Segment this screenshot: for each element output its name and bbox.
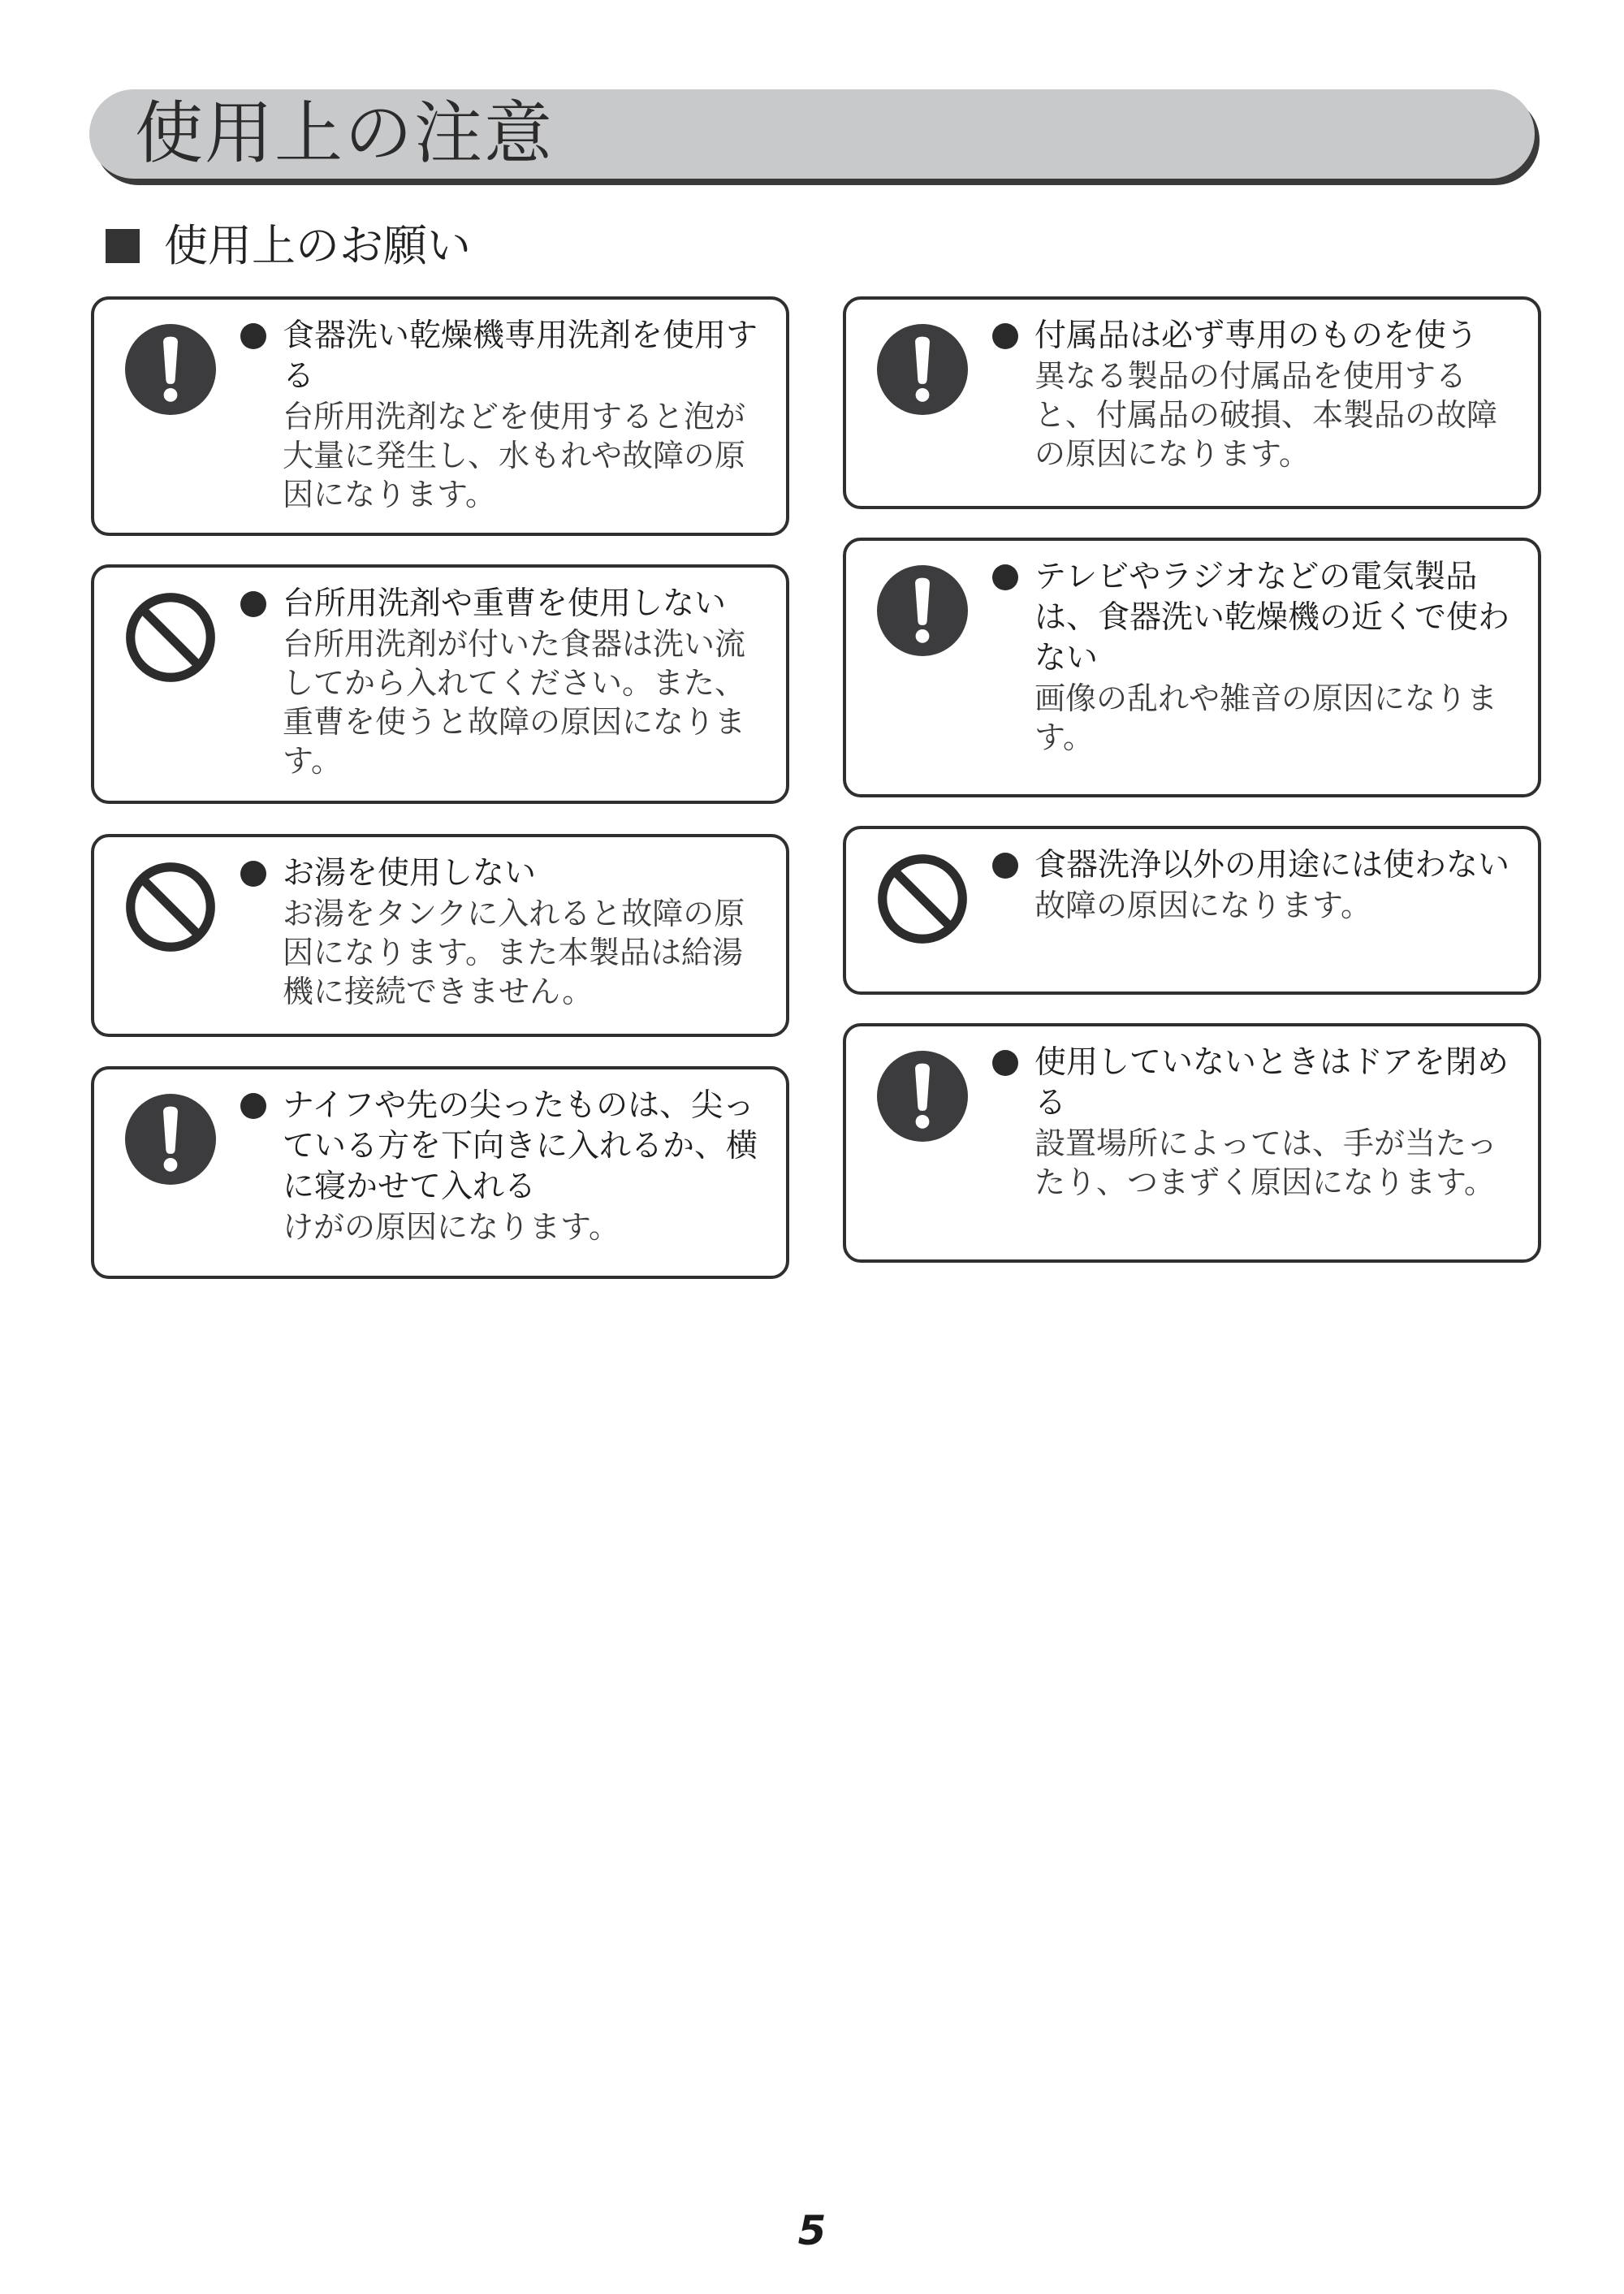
notice-heading: 使用していないときはドアを閉める (992, 1043, 1514, 1124)
notice-card-8 (843, 1023, 1541, 1263)
notice-description: 台所用洗剤などを使用すると泡が大量に発生し、水もれや故障の原因になります。 (283, 399, 746, 512)
notice-description: 画像の乱れや雑音の原因になります。 (1034, 680, 1498, 755)
page-title: 使用上の注意 (135, 93, 555, 173)
notice-card-6 (843, 538, 1541, 797)
notice-description: 異なる製品の付属品を使用すると、付属品の破損、本製品の故障の原因になります。 (1034, 358, 1498, 472)
notice-card-5 (843, 296, 1541, 509)
notice-heading: お湯を使用しない (240, 853, 762, 894)
notice-card-7 (843, 826, 1541, 995)
notice-card-3 (91, 834, 789, 1037)
prohibited-icon (877, 853, 968, 944)
exclamation-icon (877, 565, 968, 656)
notice-heading: 食器洗浄以外の用途には使わない (992, 845, 1514, 886)
prohibited-icon (125, 862, 216, 953)
notice-card-2 (91, 564, 789, 804)
notice-heading: 台所用洗剤や重曹を使用しない (240, 584, 762, 624)
notice-heading: テレビやラジオなどの電気製品は、食器洗い乾燥機の近くで使わない (992, 557, 1514, 679)
notice-heading: 食器洗い乾燥機専用洗剤を使用する (240, 316, 762, 397)
notice-description: 台所用洗剤が付いた食器は洗い流してから入れてください。また、重曹を使うと故障の原因になります。 (283, 626, 746, 779)
section-heading-text: 使用上のお願い (164, 220, 471, 271)
square-bullet-icon (106, 229, 140, 263)
notice-card-1 (91, 296, 789, 536)
section-heading (106, 218, 471, 274)
page-number: 5 (797, 2207, 827, 2254)
page-title-bar (89, 89, 1535, 179)
notice-card-4 (91, 1066, 789, 1279)
notice-description: 設置場所によっては、手が当たったり、つまずく原因になります。 (1034, 1125, 1498, 1200)
exclamation-icon (125, 324, 216, 415)
exclamation-icon (125, 1094, 216, 1185)
notice-description: 故障の原因になります。 (1034, 888, 1371, 923)
exclamation-icon (877, 1051, 968, 1142)
notice-heading: ナイフや先の尖ったものは、尖っている方を下向きに入れるか、横に寝かせて入れる (240, 1086, 762, 1207)
prohibited-icon (125, 592, 216, 683)
exclamation-icon (877, 324, 968, 415)
notice-heading: 付属品は必ず専用のものを使う (992, 316, 1514, 356)
notice-description: お湯をタンクに入れると故障の原因になります。また本製品は給湯機に接続できません。 (283, 896, 745, 1009)
notice-description: けがの原因になります。 (283, 1209, 620, 1245)
